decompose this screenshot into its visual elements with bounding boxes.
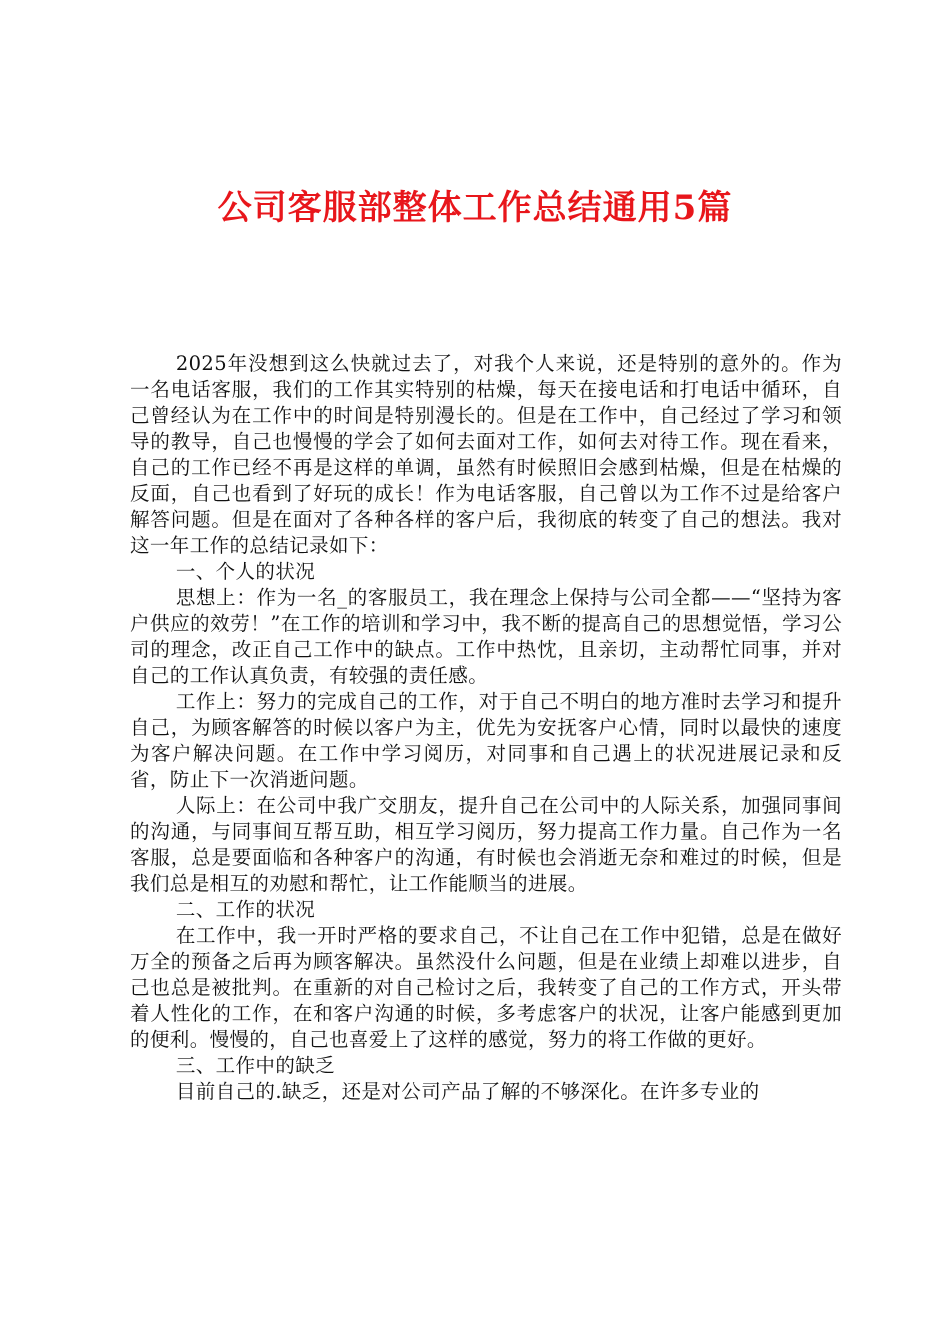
- paragraph-work-status: 在工作中，我一开时严格的要求自己，不让自己在工作中犯错，总是在做好万全的预备之后再为顾客解决。虽然没什么问题，但是在业绩上却难以进步，自己也总是被批判。在重新的对自己检讨之后，我转变了自己的工作方式，开头带着人性化的工作，在和客户沟通的时候，多考虑客户的状况，让客户能感到更加的便利。慢慢的，自己也喜爱上了这样的感觉，努力的将工作做的更好。: [130, 924, 842, 1051]
- paragraph-thinking: 思想上：作为一名_的客服员工，我在理念上保持与公司全都——“坚持为客户供应的效劳！”在工作的培训和学习中，我不断的提高自己的思想觉悟，学习公司的理念，改正自己工作中的缺点。工作中热忱，且亲切，主动帮忙同事，并对自己的工作认真负责，有较强的责任感。: [130, 586, 842, 687]
- section-heading-shortcomings: 三、工作中的缺乏: [175, 1054, 336, 1077]
- paragraph-interpersonal: 人际上：在公司中我广交朋友，提升自己在公司中的人际关系，加强同事间的沟通，与同事间互帮互助，相互学习阅历，努力提高工作力量。自己作为一名客服，总是要面临和各种客户的沟通，有时候也会消逝无奈和难过的时候，但是我们总是相互的劝慰和帮忙，让工作能顺当的进展。: [130, 794, 842, 895]
- section-heading-personal: 一、个人的状况: [175, 560, 316, 583]
- section-heading-work-status: 二、工作的状况: [175, 898, 316, 921]
- paragraph-intro: 2025年没想到这么快就过去了，对我个人来说，还是特别的意外的。作为一名电话客服，我们的工作其实特别的枯燥，每天在接电话和打电话中循环，自己曾经认为在工作中的时间是特别漫长的。但是在工作中，自己经过了学习和领导的教导，自己也慢慢的学会了如何去面对工作，如何去对待工作。现在看来，自己的工作已经不再是这样的单调，虽然有时候照旧会感到枯燥，但是在枯燥的反面，自己也看到了好玩的成长！作为电话客服，自己曾以为工作不过是给客户解答问题。但是在面对了各种各样的客户后，我彻底的转变了自己的想法。我对这一年工作的总结记录如下：: [130, 352, 842, 557]
- document-body: [130, 351, 842, 1105]
- paragraph-shortcomings: 目前自己的.缺乏，还是对公司产品了解的不够深化。在许多专业的: [175, 1080, 760, 1103]
- paragraph-work: 工作上：努力的完成自己的工作，对于自己不明白的地方准时去学习和提升自己，为顾客解答的时候以客户为主，优先为安抚客户心情，同时以最快的速度为客户解决问题。在工作中学习阅历，对同事和自己遇上的状况进展记录和反省，防止下一次消逝问题。: [130, 690, 842, 791]
- document-title: 公司客服部整体工作总结通用5篇: [217, 188, 733, 228]
